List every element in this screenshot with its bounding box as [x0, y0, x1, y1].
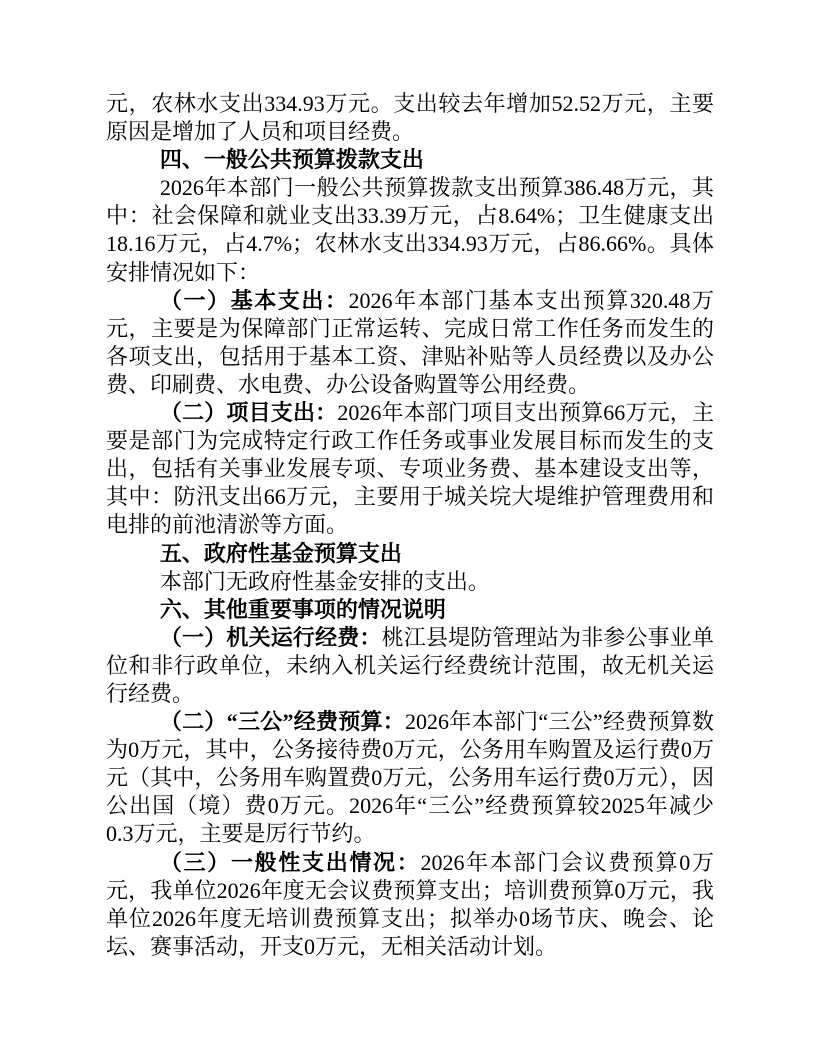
paragraph: [106, 90, 714, 146]
paragraph-bold-lead: 四、一般公共预算拨款支出: [159, 147, 424, 173]
paragraph-text: 桃江县堤防管理站为非参公事业单位和非行政单位，未纳入机关运行经费统计范围，故无机关运行经费。: [106, 624, 714, 706]
document-body: [106, 90, 714, 961]
paragraph-text: 2026年本部门基本支出预算320.48万元，主要是为保障部门正常运转、完成日常工作任务而发生的各项支出，包括用于基本工资、津贴补贴等人员经费以及办公费、印刷费、水电费、办公设备购置等公用经费。: [106, 287, 714, 397]
paragraph-text: 2026年本部门一般公共预算拨款支出预算386.48万元，其中：社会保障和就业支出33.39万元，占8.64%；卫生健康支出18.16万元，占4.7%；农林水支出334.93万元，占86.66%。具体安排情况如下：: [106, 175, 714, 285]
paragraph-text: 2026年本部门“三公”经费预算数为0万元，其中，公务接待费0万元，公务用车购置及运行费0万元（其中，公务用车购置费0万元，公务用车运行费0万元），因公出国（境）费0万元。2026年“三公”经费预算较2025年减少0.3万元，主要是厉行节约。: [106, 709, 714, 847]
paragraph: [106, 399, 714, 539]
paragraph-bold-lead: （二）项目支出：: [159, 400, 338, 426]
paragraph-bold-lead: （一）基本支出：: [159, 287, 349, 313]
paragraph-bold-lead: 六、其他重要事项的情况说明: [159, 596, 446, 622]
paragraph-bold-lead: （二）“三公”经费预算：: [159, 709, 406, 735]
paragraph-bold-lead: （一）机关运行经费：: [159, 624, 382, 650]
section-heading: [106, 540, 714, 568]
section-heading: [106, 596, 714, 624]
paragraph-text: 本部门无政府性基金安排的支出。: [159, 568, 490, 594]
paragraph-bold-lead: （三）一般性支出情况：: [159, 849, 421, 875]
section-heading: [106, 146, 714, 174]
paragraph-text: 元，农林水支出334.93万元。支出较去年增加52.52万元，主要原因是增加了人员和项目经费。: [106, 91, 714, 145]
paragraph: [106, 174, 714, 286]
paragraph: [106, 568, 714, 596]
paragraph: [106, 624, 714, 708]
paragraph: [106, 849, 714, 961]
paragraph: [106, 287, 714, 399]
paragraph: [106, 708, 714, 848]
paragraph-bold-lead: 五、政府性基金预算支出: [159, 540, 402, 566]
paragraph-text: 2026年本部门会议费预算0万元，我单位2026年度无会议费预算支出；培训费预算0万元，我单位2026年度无培训费预算支出；拟举办0场节庆、晚会、论坛、赛事活动，开支0万元，无相关活动计划。: [106, 849, 714, 959]
paragraph-text: 2026年本部门项目支出预算66万元，主要是部门为完成特定行政工作任务或事业发展目标而发生的支出，包括有关事业发展专项、专项业务费、基本建设支出等，其中：防汛支出66万元，主要用于城关垸大堤维护管理费用和电排的前池清淤等方面。: [106, 400, 714, 538]
